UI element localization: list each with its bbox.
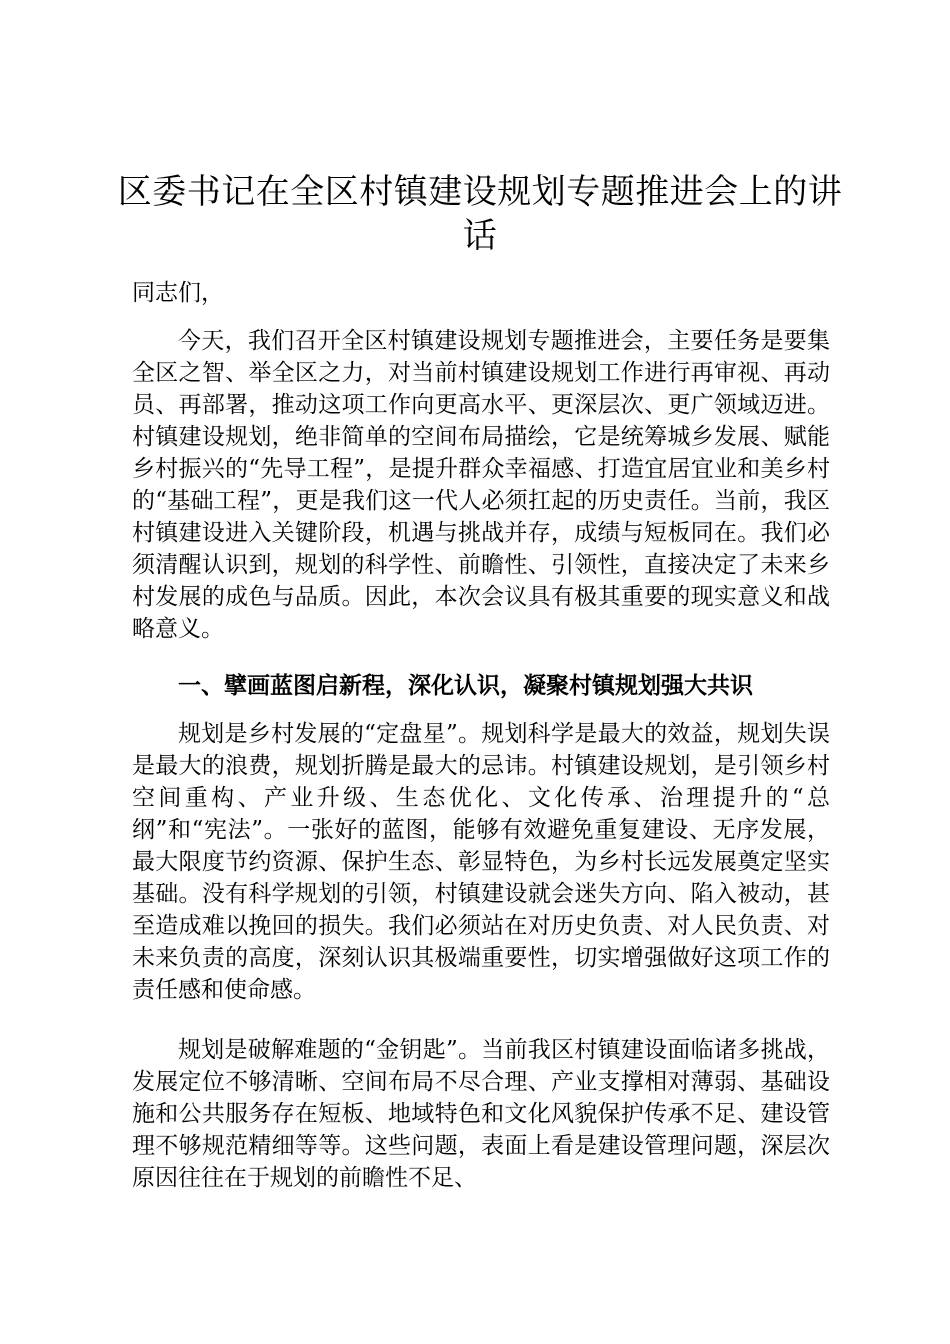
section-heading-1: 一、擘画蓝图启新程，深化认识，凝聚村镇规划强大共识 bbox=[178, 673, 753, 699]
paragraph-section1-1: 规划是乡村发展的“定盘星”。规划科学是最大的效益，规划失误是最大的浪费，规划折腾是最大的忌讳。村镇建设规划，是引领乡村空间重构、产业升级、生态优化、文化传承、治理提升的“总纲”和“宪法”。一张好的蓝图，能够有效避免重复建设、无序发展，最大限度节约资源、保护生态、彰显特色，为乡村长远发展奠定坚实基础。没有科学规划的引领，村镇建设就会迷失方向、陷入被动，甚至造成难以挽回的损失。我们必须站在对历史负责、对人民负责、对未来负责的高度，深刻认识其极端重要性，切实增强做好这项工作的责任感和使命感。 bbox=[132, 721, 830, 1003]
greeting: 同志们， bbox=[132, 280, 224, 306]
paragraph-section1-2: 规划是破解难题的“金钥匙”。当前我区村镇建设面临诸多挑战，发展定位不够清晰、空间布局不尽合理、产业支撑相对薄弱、基础设施和公共服务存在短板、地域特色和文化风貌保护传承不足、建设管理不够规范精细等等。这些问题，表面上看是建设管理问题，深层次原因往往在于规划的前瞻性不足、 bbox=[132, 1037, 830, 1191]
document-title: 区委书记在全区村镇建设规划专题推进会上的讲话 bbox=[117, 172, 843, 256]
paragraph-intro: 今天，我们召开全区村镇建设规划专题推进会，主要任务是要集全区之智、举全区之力，对当前村镇建设规划工作进行再审视、再动员、再部署，推动这项工作向更高水平、更深层次、更广领域迈进。村镇建设规划，绝非简单的空间布局描绘，它是统筹城乡发展、赋能乡村振兴的“先导工程”，是提升群众幸福感、打造宜居宜业和美乡村的“基础工程”，更是我们这一代人必须扛起的历史责任。当前，我区村镇建设进入关键阶段，机遇与挑战并存，成绩与短板同在。我们必须清醒认识到，规划的科学性、前瞻性、引领性，直接决定了未来乡村发展的成色与品质。因此，本次会议具有极其重要的现实意义和战略意义。 bbox=[132, 328, 830, 642]
